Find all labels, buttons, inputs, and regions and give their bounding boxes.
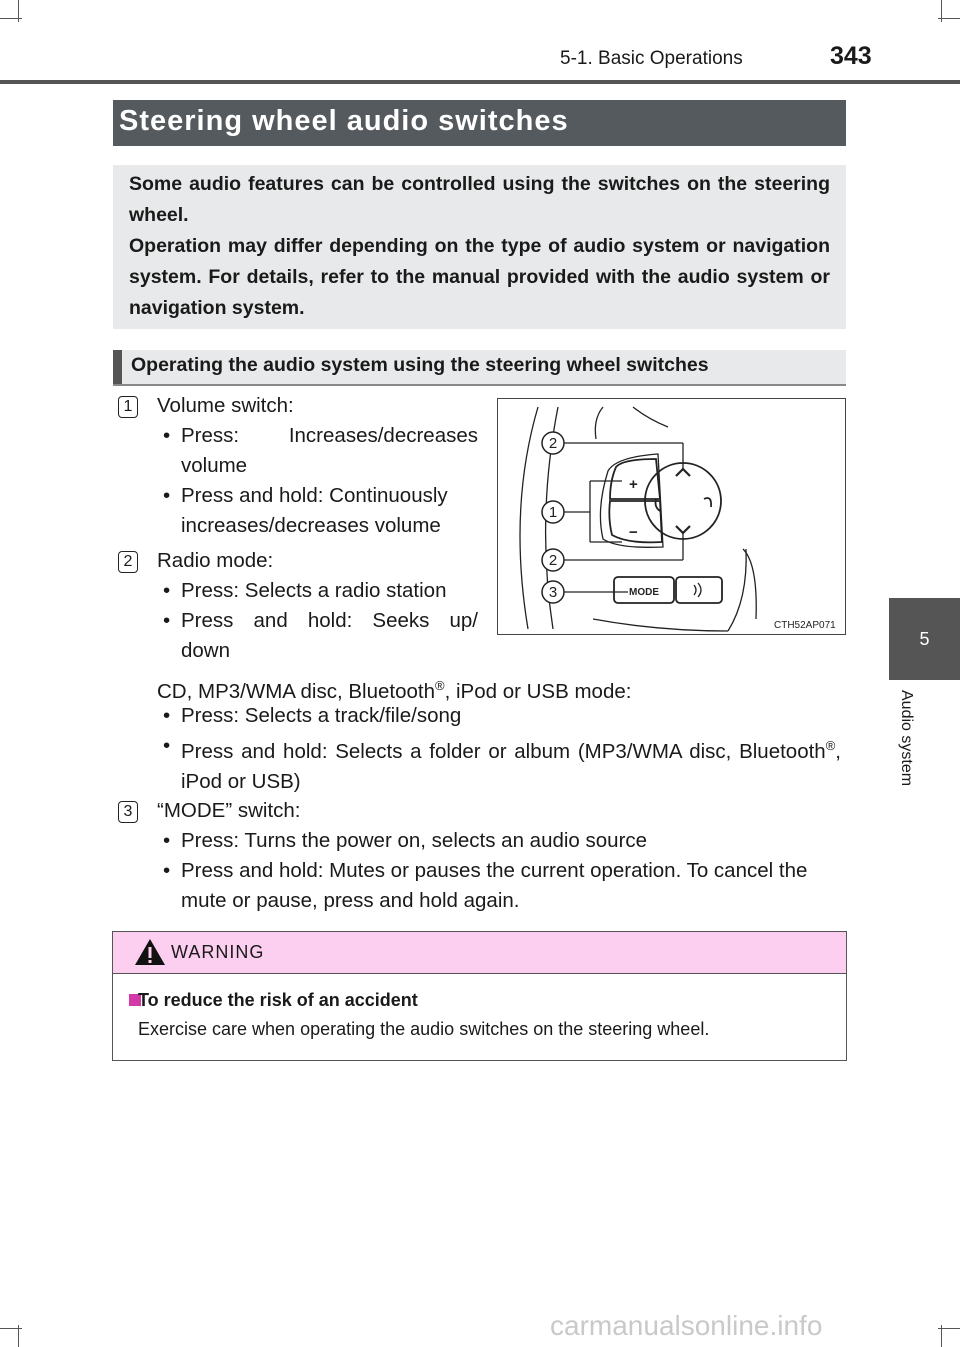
crop-mark: [18, 0, 19, 22]
header-rule: [0, 80, 960, 84]
bullet-item: • Press and hold: Mutes or pauses the current operation. To cancel the mute or pause, press and hold again.: [163, 859, 808, 912]
subheading-rule: [113, 384, 846, 386]
volume-switch-label: Volume switch:: [157, 394, 294, 417]
warning-box: [112, 931, 847, 1061]
bullet-item: • Press: Selects a track/file/song: [163, 704, 462, 727]
steering-wheel-drawing: [498, 399, 846, 635]
mode-button-label: MODE: [629, 587, 659, 598]
warning-text: Exercise care when operating the audio switches on the steering wheel.: [138, 1019, 710, 1039]
subheading: Operating the audio system using the steering wheel switches: [113, 350, 846, 384]
bullet-item: • Press and hold: Seeks up/ down: [163, 609, 478, 662]
crop-mark: [941, 1325, 942, 1347]
crop-mark: [18, 1325, 19, 1347]
chapter-tab: 5: [889, 598, 960, 680]
minus-label: −: [629, 524, 638, 541]
callout-1: 1: [548, 504, 558, 521]
steering-switch-illustration: [497, 398, 846, 635]
warning-header: [113, 932, 846, 974]
mode-switch-label: “MODE” switch:: [157, 799, 301, 822]
item-number-2: 2: [118, 551, 138, 573]
callout-2: 2: [548, 435, 558, 452]
item-number-3: 3: [118, 801, 138, 823]
intro-line-2: Operation may differ depending on the type of audio system or navigation system. For details, refer to the manual provided with the audio system or navigation system.: [129, 235, 830, 319]
chapter-label: Audio system: [898, 690, 915, 787]
warning-icon: [133, 937, 167, 967]
cd-mode-label: CD, MP3/WMA disc, Bluetooth®, iPod or USB mode:: [157, 678, 632, 703]
item-number-1: 1: [118, 396, 138, 418]
bullet-item: • Press and hold: Selects a folder or album (MP3/WMA disc, Bluetooth®, iPod or USB): [163, 734, 841, 793]
callout-3: 3: [548, 584, 558, 601]
page-title: Steering wheel audio switches: [113, 100, 846, 146]
intro-box: [113, 165, 846, 329]
bullet-item: • Press: Increases/decreases volume: [163, 424, 478, 477]
bullet-item: • Press: Selects a radio station: [163, 579, 447, 602]
plus-label: +: [629, 476, 638, 493]
bullet-item: • Press and hold: Continuously increases/decreases volume: [163, 484, 448, 537]
warning-subtitle: To reduce the risk of an accident: [138, 990, 418, 1010]
section-title: 5-1. Basic Operations: [560, 48, 743, 69]
watermark: carmanualsonline.info: [550, 1310, 823, 1341]
bullet-item: • Press: Turns the power on, selects an audio source: [163, 829, 648, 852]
warning-title: WARNING: [171, 942, 265, 962]
radio-mode-label: Radio mode:: [157, 549, 274, 572]
page-number: 343: [830, 42, 872, 70]
crop-mark: [941, 0, 942, 22]
intro-line-1: Some audio features can be controlled using the switches on the steering wheel.: [129, 173, 830, 226]
figure-code: CTH52AP071: [774, 620, 836, 631]
callout-2: 2: [548, 552, 558, 569]
